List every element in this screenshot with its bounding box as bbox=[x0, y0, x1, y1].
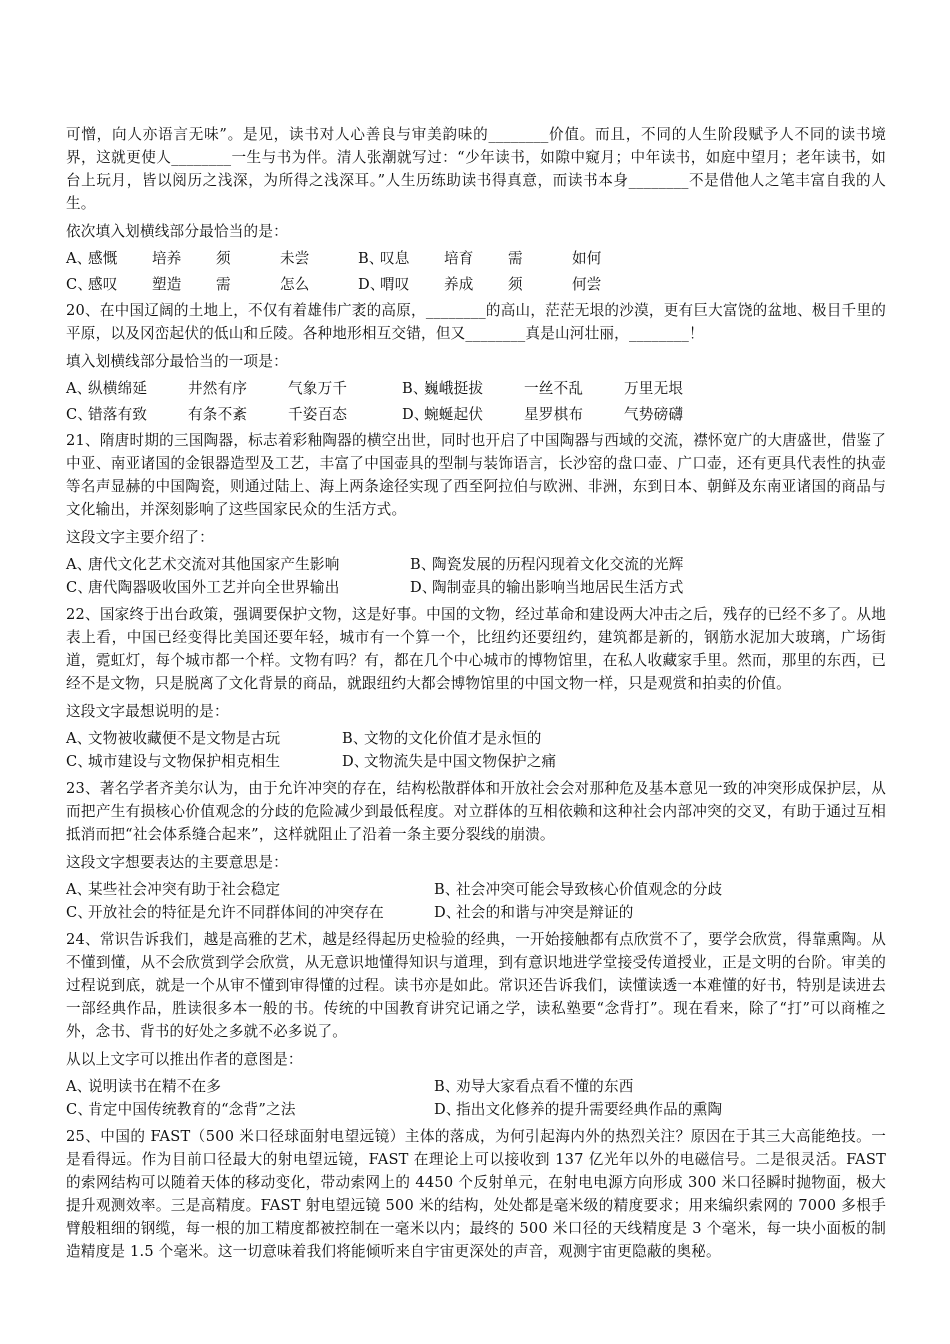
q19-passage: 可憎，向人亦语言无味”。是见，读书对人心善良与审美韵味的________价值。而且，不同的人生阶段赋予人不同的读书境界，这就更使人________一生与书为伴。清人张潮就写过：“少年读书，如隙中窥月；中年读书，如庭中望月；老年读书，如台上玩月，皆以阅历之浅深，为所得之浅深耳。”人生历练助读书得真意，而读书本身________不是借他人之笔丰富自我的人生。 bbox=[66, 126, 886, 212]
q22-passage: 22、国家终于出台政策，强调要保护文物，这是好事。中国的文物，经过革命和建设两大冲击之后，残存的已经不多了。从地表上看，中国已经变得比美国还要年轻，城市有一个算一个，比纽约还要纽约，建筑都是新的，钢筋水泥加大玻璃，广场街道，霓虹灯，每个城市都一个样。文物有吗？有，都在几个中心城市的博物馆里，在私人收藏家手里。然而，那里的东西，已经不是文物，只是脱离了文化背景的商品，就跟纽约大都会博物馆里的中国文物一样，只是观赏和拍卖的价值。 bbox=[66, 606, 886, 692]
q21-option-b[interactable]: B、 陶瓷发展的历程闪现着文化交流的光辉 bbox=[410, 556, 684, 573]
q20-passage: 20、在中国辽阔的土地上，不仅有着雄伟广袤的高原，________的高山，茫茫无垠的沙漠，更有巨大富饶的盆地、极目千里的平原，以及冈峦起伏的低山和丘陵。各种地形相互交错，但又________真是山河壮丽，________！ bbox=[66, 302, 886, 342]
q21-option-a[interactable]: A、 唐代文化艺术交流对其他国家产生影响 bbox=[66, 556, 340, 573]
q22-option-b[interactable]: B、 文物的文化价值才是永恒的 bbox=[342, 730, 542, 747]
q22-prompt: 这段文字最想说明的是： bbox=[66, 703, 229, 720]
q19-options-row-2 bbox=[66, 273, 886, 296]
exam-page bbox=[66, 123, 886, 1268]
q24-passage: 24、常识告诉我们，越是高雅的艺术，越是经得起历史检验的经典，一开始接触都有点欣赏不了，要学会欣赏，得靠熏陶。从不懂到懂，从不会欣赏到学会欣赏，从无意识地懂得知识与道理，到有意识地进学堂接受传道授业，正是文明的台阶。审美的过程说到底，就是一个从审不懂到审得懂的过程。读书亦是如此。常识还告诉我们，读懂读透一本难懂的好书，特别是读进去一部经典作品，胜读很多本一般的书。传统的中国教育讲究记诵之学，读私塾要“念背打”。现在看来，除了“打”可以商榷之外，念书、背书的好处之多就不必多说了。 bbox=[66, 931, 886, 1040]
q21-option-c[interactable]: C、 唐代陶器吸收国外工艺并向全世界输出 bbox=[66, 579, 340, 596]
q21-option-d[interactable]: D、 陶制壶具的输出影响当地居民生活方式 bbox=[410, 579, 684, 596]
q20-option-c[interactable]: C、 错落有致 有条不紊 千姿百态 bbox=[66, 406, 348, 423]
q24-option-c[interactable]: C、 肯定中国传统教育的“念背”之法 bbox=[66, 1101, 296, 1118]
q23-option-c[interactable]: C、 开放社会的特征是允许不同群体间的冲突存在 bbox=[66, 904, 384, 921]
q23-option-d[interactable]: D、 社会的和谐与冲突是辩证的 bbox=[434, 904, 634, 921]
q19-option-a[interactable]: A、 感慨 培养 须 未尝 bbox=[66, 250, 310, 267]
q22-options bbox=[66, 727, 886, 773]
q20-options-row-1 bbox=[66, 377, 886, 400]
q19-option-b[interactable]: B、 叹息 培育 需 如何 bbox=[358, 250, 602, 267]
q23-prompt: 这段文字想要表达的主要意思是： bbox=[66, 854, 288, 871]
q23-option-b[interactable]: B、 社会冲突可能会导致核心价值观念的分歧 bbox=[434, 881, 723, 898]
q20-option-d[interactable]: D、 蜿蜒起伏 星罗棋布 气势磅礴 bbox=[402, 406, 684, 423]
q24-prompt: 从以上文字可以推出作者的意图是： bbox=[66, 1051, 303, 1068]
q24-option-d[interactable]: D、 指出文化修养的提升需要经典作品的熏陶 bbox=[434, 1101, 723, 1118]
q20-option-b[interactable]: B、 巍峨挺拔 一丝不乱 万里无垠 bbox=[402, 380, 684, 397]
q25-passage: 25、中国的 FAST（500 米口径球面射电望远镜）主体的落成，为何引起海内外的热烈关注？原因在于其三大高能绝技。一是看得远。作为目前口径最大的射电望远镜，FAST 在理论上可以接收到 137 亿光年以外的电磁信号。二是很灵活。FAST 的索网结构可以随着天体的移动变化，带动索网上的 4450 个反射单元，在射电电源方向形成 300 米口径瞬时抛物面，极大提升观测效率。三是高精度。FAST 射电望远镜 500 米的结构，处处都是毫米级的精度要求；用来编织索网的 7000 多根手臂般粗细的钢缆，每一根的加工精度都被控制在一毫米以内；最终的 500 米口径的天线精度是 3 个毫米，每一块小面板的制造精度是 1.5 个毫米。这一切意味着我们将能倾听来自宇宙更深处的声音，观测宇宙更隐蔽的奥秘。 bbox=[66, 1128, 886, 1260]
q23-options bbox=[66, 878, 886, 924]
q23-passage: 23、著名学者齐美尔认为，由于允许冲突的存在，结构松散群体和开放社会会对那种危及基本意见一致的冲突形成保护层，从而把产生有损核心价值观念的分歧的危险减少到最低程度。对立群体的互相依赖和这种社会内部冲突的交叉，有助于通过互相抵消而把“社会体系缝合起来”，这样就阻止了沿着一条主要分裂线的崩溃。 bbox=[66, 780, 886, 843]
q22-option-d[interactable]: D、 文物流失是中国文物保护之痛 bbox=[342, 753, 557, 770]
q21-options bbox=[66, 553, 886, 599]
q20-prompt: 填入划横线部分最恰当的一项是： bbox=[66, 353, 288, 370]
q24-options bbox=[66, 1075, 886, 1121]
q19-option-d[interactable]: D、 喟叹 养成 须 何尝 bbox=[358, 276, 602, 293]
q22-option-c[interactable]: C、 城市建设与文物保护相克相生 bbox=[66, 753, 281, 770]
q20-option-a[interactable]: A、 纵横绵延 井然有序 气象万千 bbox=[66, 380, 348, 397]
q21-prompt: 这段文字主要介绍了： bbox=[66, 529, 214, 546]
q19-option-c[interactable]: C、 感叹 塑造 需 怎么 bbox=[66, 276, 310, 293]
q19-options-row-1 bbox=[66, 247, 886, 270]
q19-options bbox=[66, 247, 886, 296]
q21-passage: 21、隋唐时期的三国陶器，标志着彩釉陶器的横空出世，同时也开启了中国陶器与西域的交流，襟怀宽广的大唐盛世，借鉴了中亚、南亚诸国的金银器造型及工艺，丰富了中国壶具的型制与装饰语言，长沙窑的盘口壶、广口壶，还有更具代表性的执壶等名声显赫的中国陶瓷，则通过陆上、海上两条途径实现了西至阿拉伯与欧洲、非洲，东到日本、朝鲜及东南亚诸国的商品与文化输出，并深刻影响了这些国家民众的生活方式。 bbox=[66, 432, 886, 518]
q24-option-a[interactable]: A、 说明读书在精不在多 bbox=[66, 1078, 222, 1095]
q20-options-row-2 bbox=[66, 403, 886, 426]
q20-options bbox=[66, 377, 886, 426]
q23-option-a[interactable]: A、 某些社会冲突有助于社会稳定 bbox=[66, 881, 281, 898]
q19-prompt: 依次填入划横线部分最恰当的是： bbox=[66, 223, 288, 240]
q22-option-a[interactable]: A、 文物被收藏便不是文物是古玩 bbox=[66, 730, 281, 747]
q24-option-b[interactable]: B、 劝导大家看点看不懂的东西 bbox=[434, 1078, 634, 1095]
